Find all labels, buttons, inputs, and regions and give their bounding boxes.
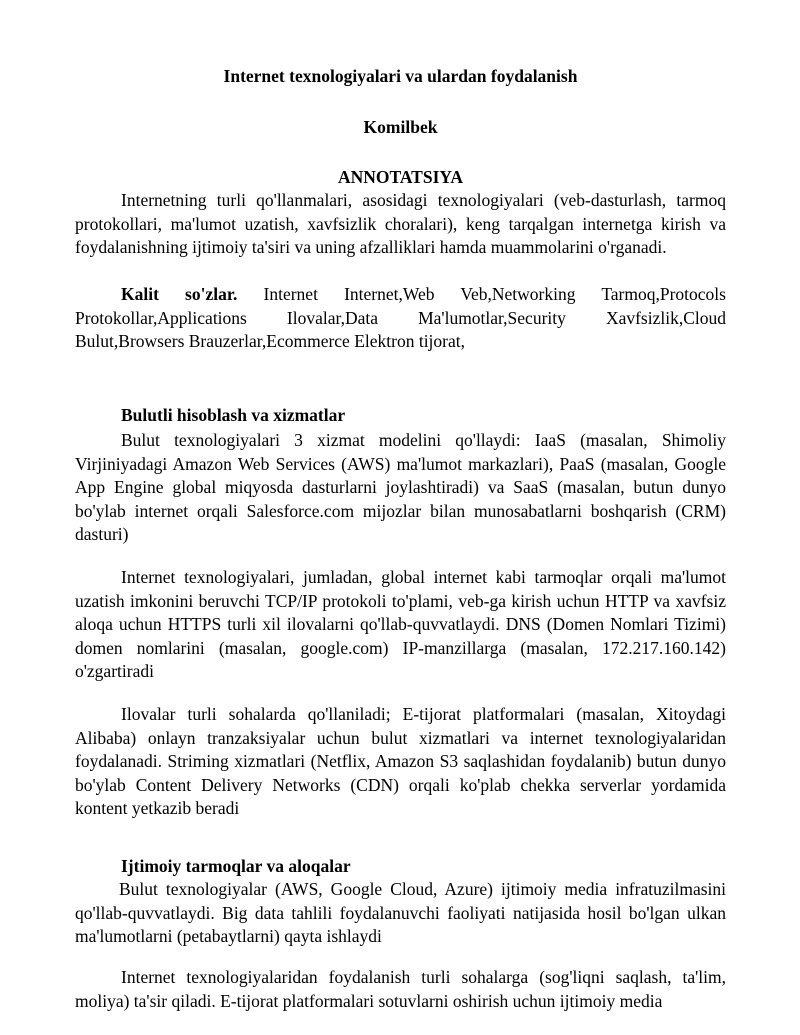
- author-name: Komilbek: [363, 117, 438, 137]
- section1-paragraph-2: Internet texnologiyalari, jumladan, global internet kabi tarmoqlar orqali ma'lumot uzatish imkonini beruvchi TCP/IP protokoli to'plami, veb-ga kirish uchun HTTP va xavfsiz aloqa uchun HTTPS turli xil ilovalarni qo'llab-quvvatlaydi. DNS (Domen Nomlari Tizimi) domen nomlarini (masalan, google.com) IP-manzillarga (masalan, 172.217.160.142) o'zgartiradi: [75, 567, 726, 682]
- keywords-text: Internet Internet,Web Veb,Networking Tarmoq,Protocols Protokollar,Applications Ilovalar,Data Ma'lumotlar,Security Xavfsizlik,Cloud Bulut,Browsers Brauzerlar,Ecommerce Elektron tijorat,: [75, 284, 726, 352]
- annotation-heading: ANNOTATSIYA: [337, 167, 464, 187]
- section1-paragraph-1: Bulut texnologiyalari 3 xizmat modelini qo'llaydi: IaaS (masalan, Shimoliy Virjiniyadagi Amazon Web Services (AWS) ma'lumot markazlari), PaaS (masalan, Google App Engine global miqyosda dasturlarni joylashtiradi) va SaaS (masalan, butun dunyo bo'ylab internet orqali Salesforce.com mijozlar bilan munosabatlarni boshqarish (CRM) dasturi): [75, 430, 726, 545]
- document-title: Internet texnologiyalari va ulardan foydalanish: [223, 66, 578, 86]
- keywords-paragraph: [75, 283, 726, 354]
- section-heading-cloud: Bulutli hisoblash va xizmatlar: [121, 405, 346, 425]
- section2-paragraph-2: Internet texnologiyalaridan foydalanish turli sohalarga (sog'liqni saqlash, ta'lim, moliya) ta'sir qiladi. E-tijorat platformalari sotuvlarni oshirish uchun ijtimoiy media: [75, 967, 726, 1011]
- section-heading-social: Ijtimoiy tarmoqlar va aloqalar: [121, 856, 351, 876]
- keywords-label: Kalit so'zlar.: [121, 284, 238, 304]
- annotation-paragraph: Internetning turli qo'llanmalari, asosidagi texnologiyalari (veb-dasturlash, tarmoq protokollari, ma'lumot uzatish, xavfsizlik choralari), keng tarqalgan internetga kirish va foydalanishning ijtimoiy ta'siri va uning afzalliklari hamda muammolarini o'rganadi.: [75, 190, 726, 258]
- section2-paragraph-1: Bulut texnologiyalar (AWS, Google Cloud, Azure) ijtimoiy media infratuzilmasini qo'llab-quvvatlaydi. Big data tahlili foydalanuvchi faoliyati natijasida hosil bo'lgan ulkan ma'lumotlarni (petabaytlarni) qayta ishlaydi: [75, 879, 726, 947]
- section1-paragraph-3: Ilovalar turli sohalarda qo'llaniladi; E-tijorat platformalari (masalan, Xitoydagi Alibaba) onlayn tranzaksiyalar uchun bulut xizmatlari va internet texnologiyalaridan foydalanadi. Striming xizmatlari (Netflix, Amazon S3 saqlashidan foydalanib) butun dunyo bo'ylab Content Delivery Networks (CDN) orqali ko'plab chekka serverlar yordamida kontent yetkazib beradi: [75, 704, 726, 819]
